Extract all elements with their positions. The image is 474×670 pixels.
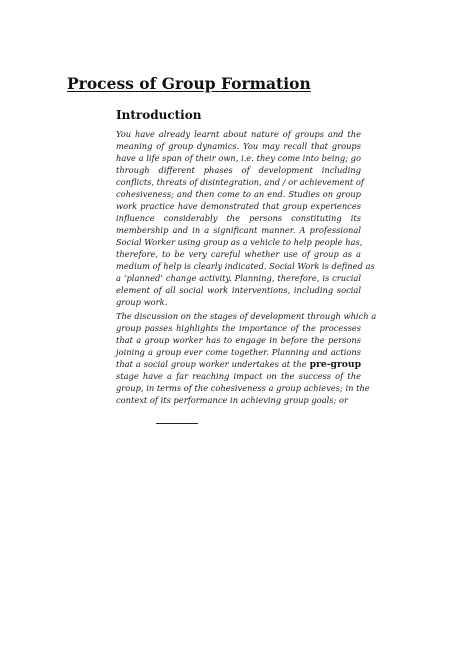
emphasized-term: pre-group bbox=[309, 359, 362, 370]
paragraph-line: therefore, to be very careful whether use of group as a bbox=[116, 249, 361, 259]
section-heading: Introduction bbox=[116, 108, 202, 122]
paragraph-line: work practice have demonstrated that group experiences bbox=[116, 201, 361, 211]
paragraph-line: meaning of group dynamics. You may recall that groups bbox=[116, 141, 361, 151]
paragraph-line: influence considerably the persons constituting its bbox=[116, 213, 361, 223]
paragraph-line: conflicts, threats of disintegration, and / or achievement of bbox=[116, 177, 364, 187]
paragraph-line: joining a group ever come together. Planning and actions bbox=[116, 347, 361, 357]
paragraph-line: Social Worker using group as a vehicle to help people has, bbox=[116, 237, 363, 247]
paragraph-line: context of its performance in achieving group goals; or bbox=[116, 395, 348, 405]
paragraph-line: The discussion on the stages of development through which a bbox=[116, 311, 377, 321]
paragraph-line: a ‘planned’ change activity. Planning, therefore, is crucial bbox=[116, 273, 361, 283]
paragraph-line: membership and in a significant manner. A professional bbox=[116, 225, 361, 235]
paragraph-line: group work. bbox=[116, 297, 168, 307]
paragraph-line: medium of help is clearly indicated. Social Work is defined as bbox=[116, 261, 375, 271]
introduction-paragraph-2 bbox=[116, 310, 377, 406]
paragraph-line-prefix: that a social group worker undertakes at the bbox=[116, 359, 307, 369]
paragraph-line: that a group worker has to engage in before the persons bbox=[116, 335, 361, 345]
paragraph-line: element of all social work interventions, including social bbox=[116, 285, 361, 295]
document-title: Process of Group Formation bbox=[67, 74, 311, 93]
paragraph-line: You have already learnt about nature of groups and the bbox=[116, 129, 361, 139]
paragraph-line: group passes highlights the importance of the processes bbox=[116, 323, 361, 333]
introduction-paragraph-1 bbox=[116, 128, 375, 308]
paragraph-line: cohesiveness; and then come to an end. Studies on group bbox=[116, 189, 361, 199]
paragraph-line: have a life span of their own, i.e. they come into being; go bbox=[116, 153, 361, 163]
horizontal-rule bbox=[156, 423, 198, 424]
paragraph-line: through different phases of development including bbox=[116, 165, 361, 175]
paragraph-line: group, in terms of the cohesiveness a group achieves; in the bbox=[116, 383, 370, 393]
paragraph-line-with-emphasis bbox=[116, 358, 361, 370]
paragraph-line: stage have a far reaching impact on the success of the bbox=[116, 371, 361, 381]
